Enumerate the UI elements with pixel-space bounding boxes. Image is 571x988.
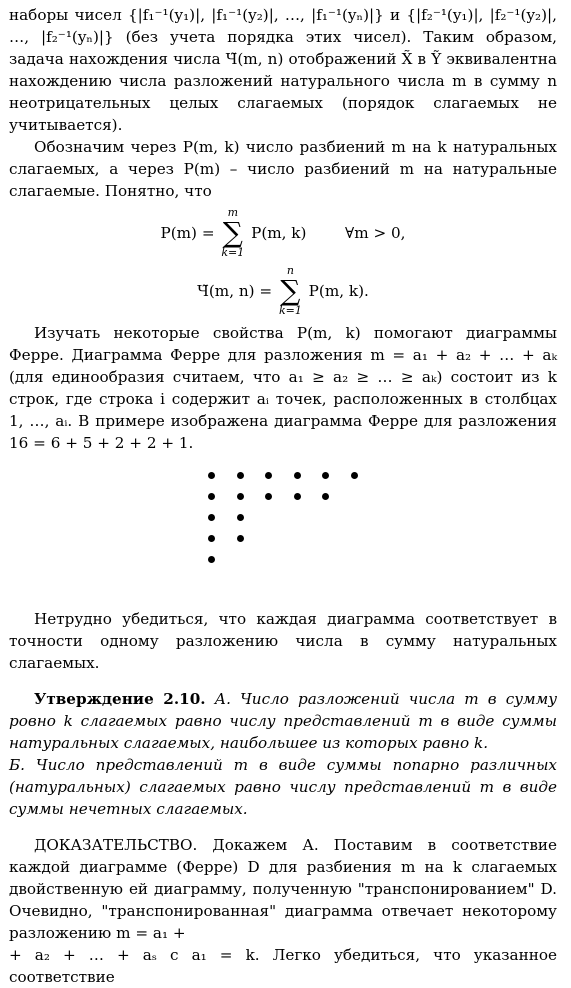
equation-lhs: P(m) =: [160, 224, 215, 242]
ferrers-dot: [294, 493, 301, 500]
equation-p-m: [9, 206, 557, 260]
document-page: [9, 4, 557, 988]
ferrers-dot: [322, 472, 329, 479]
statement-part-a: А. Число разложений числа m в сумму ровно k слагаемых равно числу представлений m в виде суммы натуральных слагаемых, наибольшее из которых равно k.: [9, 690, 558, 752]
ferrers-dot: [265, 493, 272, 500]
ferrers-dot: [208, 472, 215, 479]
ferrers-dot: [237, 514, 244, 521]
sum-lower-limit: k=1: [221, 246, 245, 259]
paragraph-proof-continued: + a₂ + … + aₛ с a₁ = k. Легко убедиться, что указанное соответствие: [9, 946, 557, 986]
ferrers-dot: [208, 514, 215, 521]
paragraph-proof: ДОКАЗАТЕЛЬСТВО. Докажем А. Поставим в соответствие каждой диаграмме (Ферре) D для разбиения m на k слагаемых двойственную ей диаграмму, полученную "транспонированием" D. Очевидно, "транспонированная" диаграмма отвечает некоторому разложению m = a₁ +: [9, 836, 557, 942]
ferrers-dot: [265, 472, 272, 479]
statement-2-10-b: [9, 754, 557, 820]
ferrers-dot: [294, 472, 301, 479]
sum-lower-limit: k=1: [278, 304, 302, 317]
ferrers-dot: [208, 493, 215, 500]
sum-symbol: n ∑ k=1: [278, 264, 302, 317]
ferrers-dot: [351, 472, 358, 479]
ferrers-dot: [322, 493, 329, 500]
statement-part-b: Б. Число представлений m в виде суммы попарно различных (натуральных) слагаемых равно числу представлений m в виде суммы нечетных слагаемых.: [9, 756, 557, 818]
ferrers-dot: [237, 493, 244, 500]
paragraph-uniqueness: Нетрудно убедиться, что каждая диаграмма соответствует в точности одному разложению числа в сумму натуральных слагаемых.: [9, 610, 557, 672]
sum-upper-limit: n: [286, 264, 294, 277]
equation-ch-m-n: [9, 264, 557, 318]
paragraph-definition: Обозначим через P(m, k) число разбиений m на k натуральных слагаемых, а через P(m) – число разбиений m на натуральные слагаемые. Понятно, что: [9, 138, 557, 200]
sum-symbol: m ∑ k=1: [221, 206, 245, 259]
ferrers-dot: [208, 535, 215, 542]
paragraph-ferrers: Изучать некоторые свойства P(m, k) помогают диаграммы Ферре. Диаграмма Ферре для разложения m = a₁ + a₂ + … + aₖ (для единообразия считаем, что a₁ ≥ a₂ ≥ … ≥ aₖ) состоит из k строк, где строка i содержит aᵢ точек, расположенных в столбцах 1, …, aᵢ. В примере изображена диаграмма Ферре для разложения 16 = 6 + 5 + 2 + 2 + 1.: [9, 324, 557, 452]
equation-lhs: Ч̃(m, n) =: [197, 282, 273, 300]
paragraph-partitions-intro: наборы чисел {|f₁⁻¹(y₁)|, |f₁⁻¹(y₂)|, …, |f₁⁻¹(yₙ)|} и {|f₂⁻¹(y₁)|, |f₂⁻¹(y₂)|, …, |f₂⁻¹(yₙ)|} (без учета порядка этих чисел). Таким образом, задача нахождения числа Ч̃(m, n) отображений X̃ в Ỹ эквивалентна нахождению числа разложений натурального числа m в сумму n неотрицательных целых слагаемых (порядок слагаемых не учитывается).: [9, 6, 557, 134]
equation-rhs: P(m, k) ∀m > 0,: [251, 224, 406, 242]
statement-2-10: [9, 688, 557, 754]
ferrers-diagram: [9, 460, 557, 588]
equation-rhs: P(m, k).: [308, 282, 369, 300]
sum-upper-limit: m: [227, 206, 239, 219]
statement-label: Утверждение 2.10.: [34, 690, 206, 708]
ferrers-dot: [208, 556, 215, 563]
ferrers-dot: [237, 472, 244, 479]
ferrers-dot: [237, 535, 244, 542]
